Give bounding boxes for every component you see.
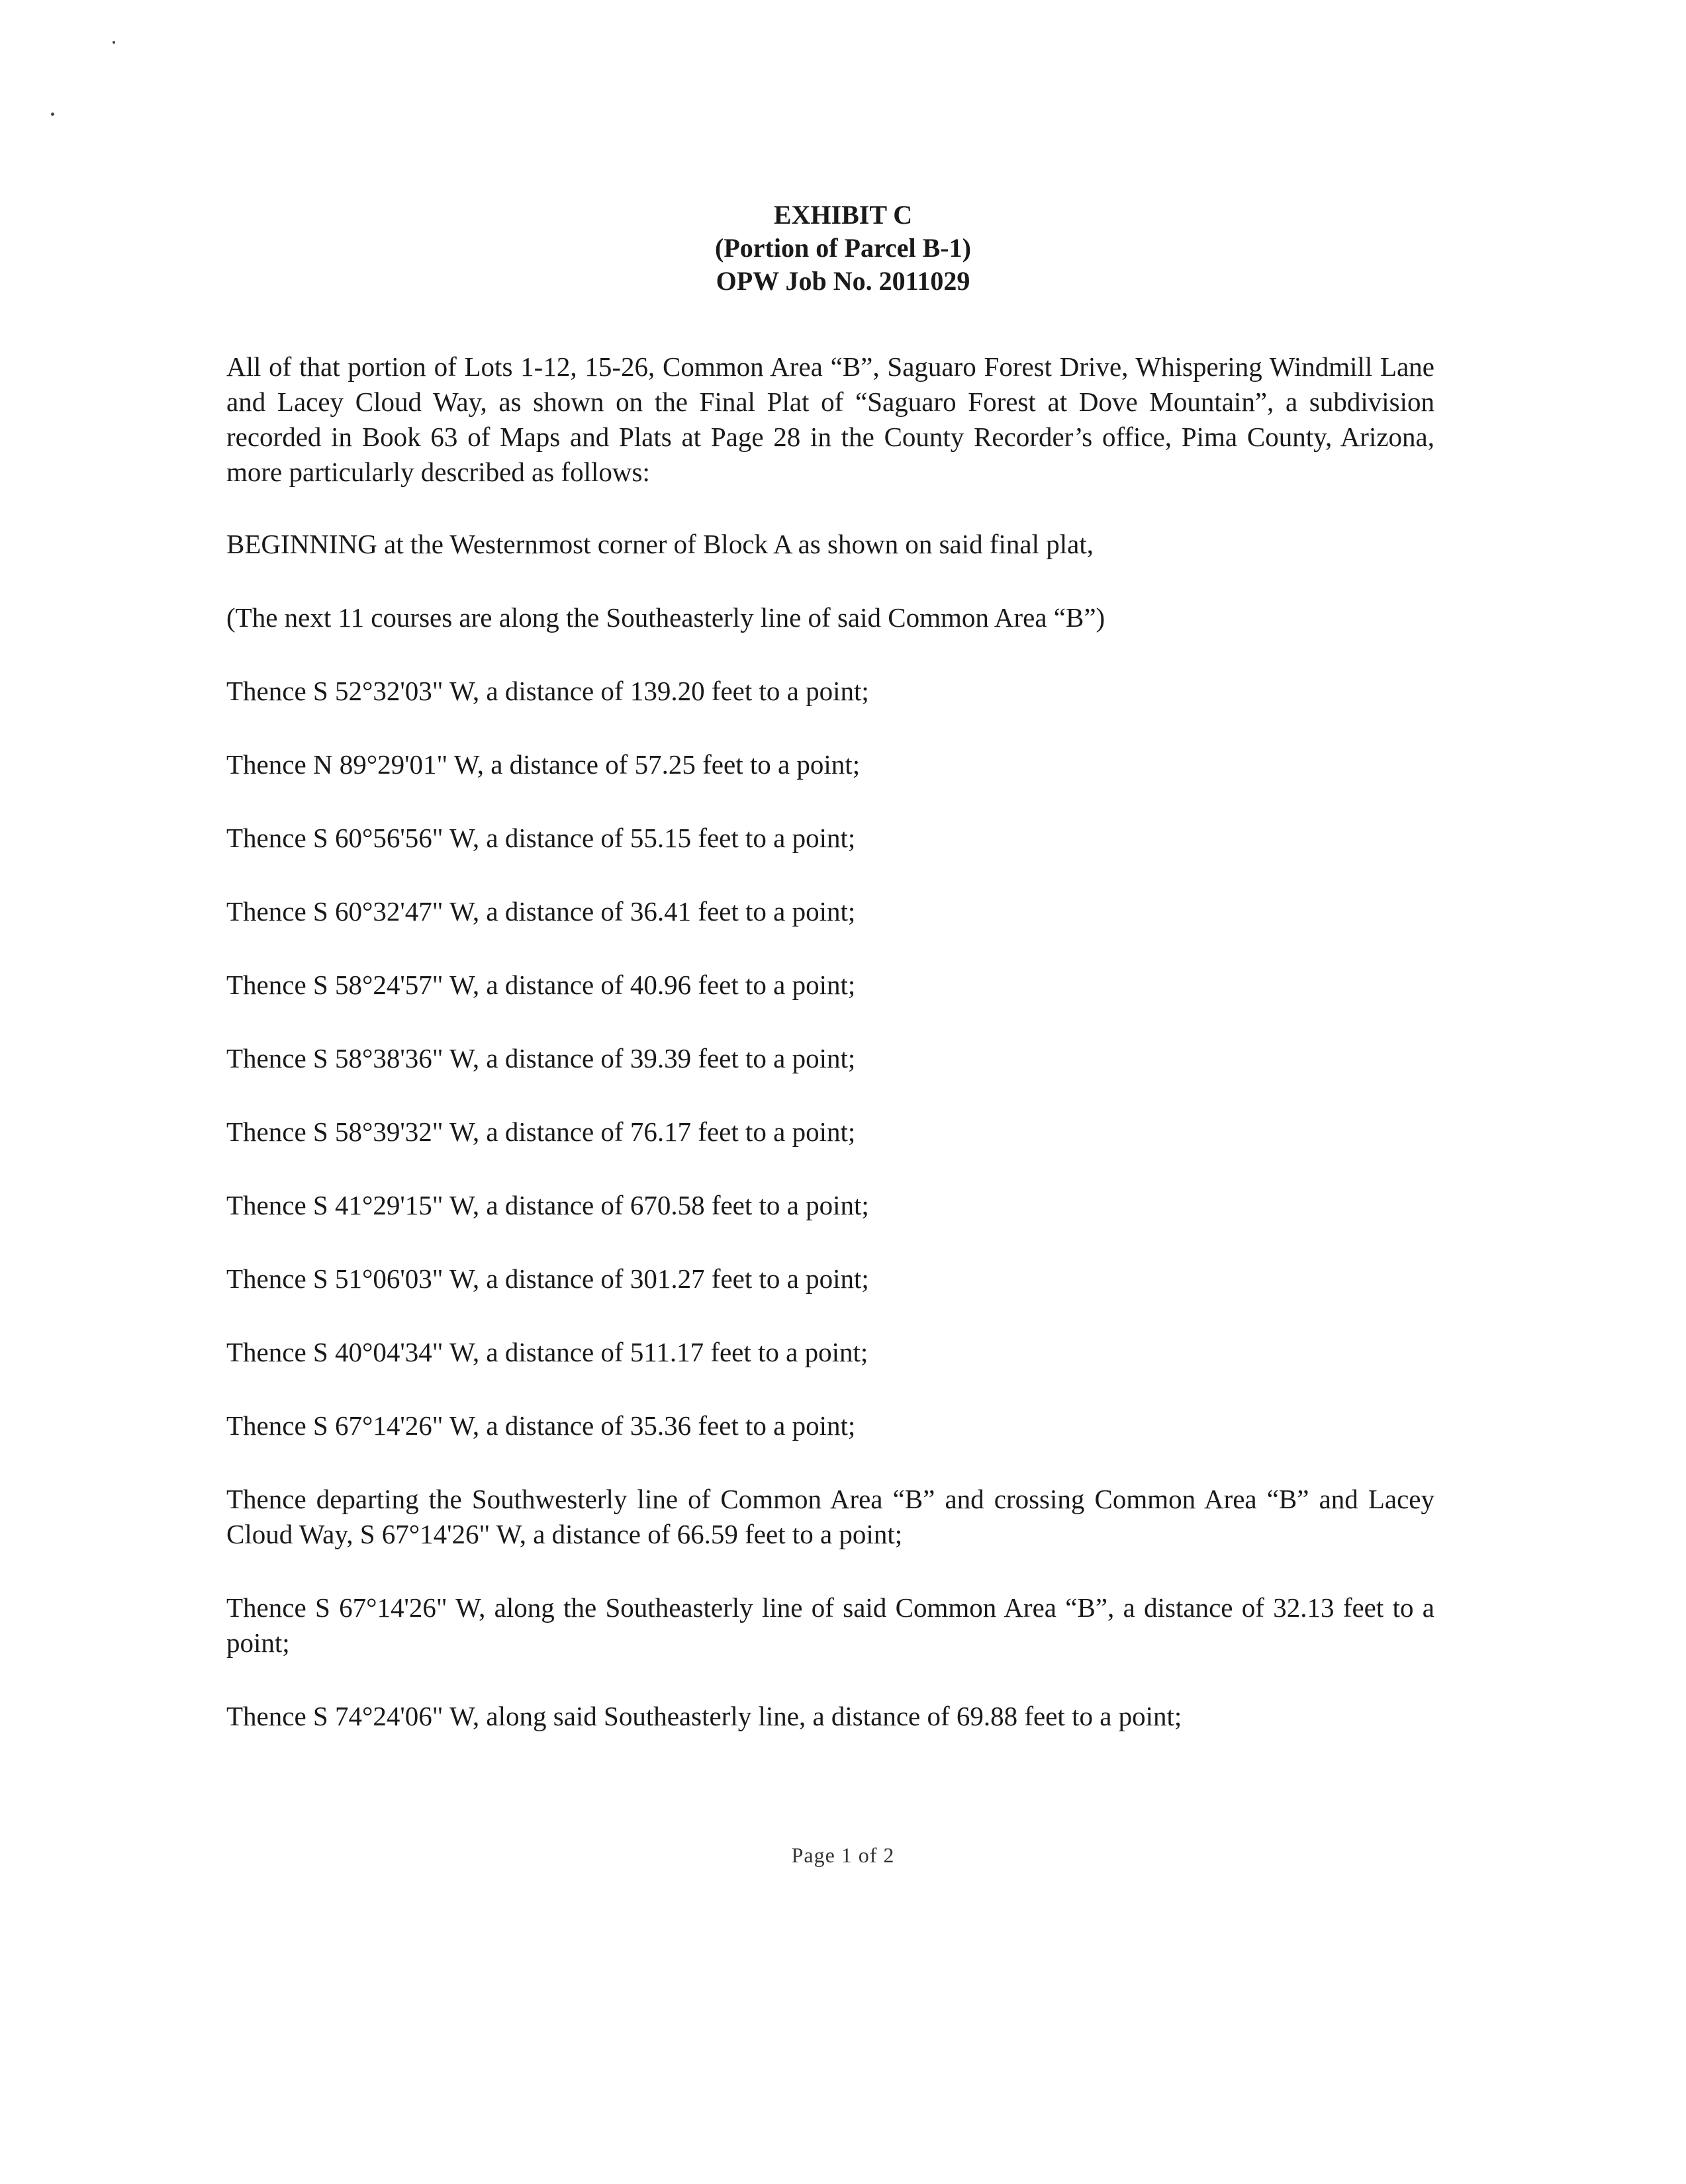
course-line: Thence S 58°39'32" W, a distance of 76.17 feet to a point;: [226, 1116, 856, 1147]
course-line: Thence S 51°06'03" W, a distance of 301.27 feet to a point;: [226, 1263, 869, 1294]
scan-speck: [113, 41, 115, 44]
final-course-paragraph: Thence S 74°24'06" W, along said Southeasterly line, a distance of 69.88 feet to a point;: [226, 1701, 1182, 1731]
along-line-paragraph: Thence S 67°14'26" W, along the Southeasterly line of said Common Area “B”, a distance of 32.13 feet to a point;: [226, 1592, 1434, 1658]
course-line: Thence S 58°38'36" W, a distance of 39.39 feet to a point;: [226, 1043, 856, 1073]
course-line: Thence S 40°04'34" W, a distance of 511.17 feet to a point;: [226, 1337, 868, 1367]
exhibit-title: EXHIBIT C: [773, 200, 913, 230]
course-list: [226, 674, 1434, 1443]
page-number: Page 1 of 2: [791, 1843, 895, 1867]
course-line: Thence S 58°24'57" W, a distance of 40.96 feet to a point;: [226, 970, 856, 1000]
course-line: Thence S 41°29'15" W, a distance of 670.58 feet to a point;: [226, 1190, 869, 1220]
document-header: [0, 199, 1686, 298]
parcel-subtitle: (Portion of Parcel B-1): [715, 233, 971, 263]
course-line: Thence N 89°29'01" W, a distance of 57.25 feet to a point;: [226, 749, 861, 780]
course-line: Thence S 67°14'26" W, a distance of 35.36 feet to a point;: [226, 1410, 856, 1441]
scan-speck: [51, 113, 54, 116]
departing-paragraph: Thence departing the Southwesterly line of Common Area “B” and crossing Common Area “B” and Lacey Cloud Way, S 67°14'26" W, a distance of 66.59 feet to a point;: [226, 1484, 1434, 1549]
course-line: Thence S 60°32'47" W, a distance of 36.41 feet to a point;: [226, 896, 856, 927]
courses-note: (The next 11 courses are along the Southeasterly line of said Common Area “B”): [226, 602, 1105, 633]
job-number: OPW Job No. 2011029: [716, 266, 970, 296]
course-line: Thence S 60°56'56" W, a distance of 55.15 feet to a point;: [226, 823, 856, 853]
legal-description: [226, 349, 1434, 1772]
beginning-paragraph: BEGINNING at the Westernmost corner of Block A as shown on said final plat,: [226, 529, 1094, 559]
intro-paragraph: All of that portion of Lots 1-12, 15-26, Common Area “B”, Saguaro Forest Drive, Whispering Windmill Lane and Lacey Cloud Way, as shown on the Final Plat of “Saguaro Forest at Dove Mountain”, a subdivision recorded in Book 63 of Maps and Plats at Page 28 in the County Recorder’s office, Pima County, Arizona, more particularly described as follows:: [226, 351, 1434, 487]
course-line: Thence S 52°32'03" W, a distance of 139.20 feet to a point;: [226, 676, 869, 706]
